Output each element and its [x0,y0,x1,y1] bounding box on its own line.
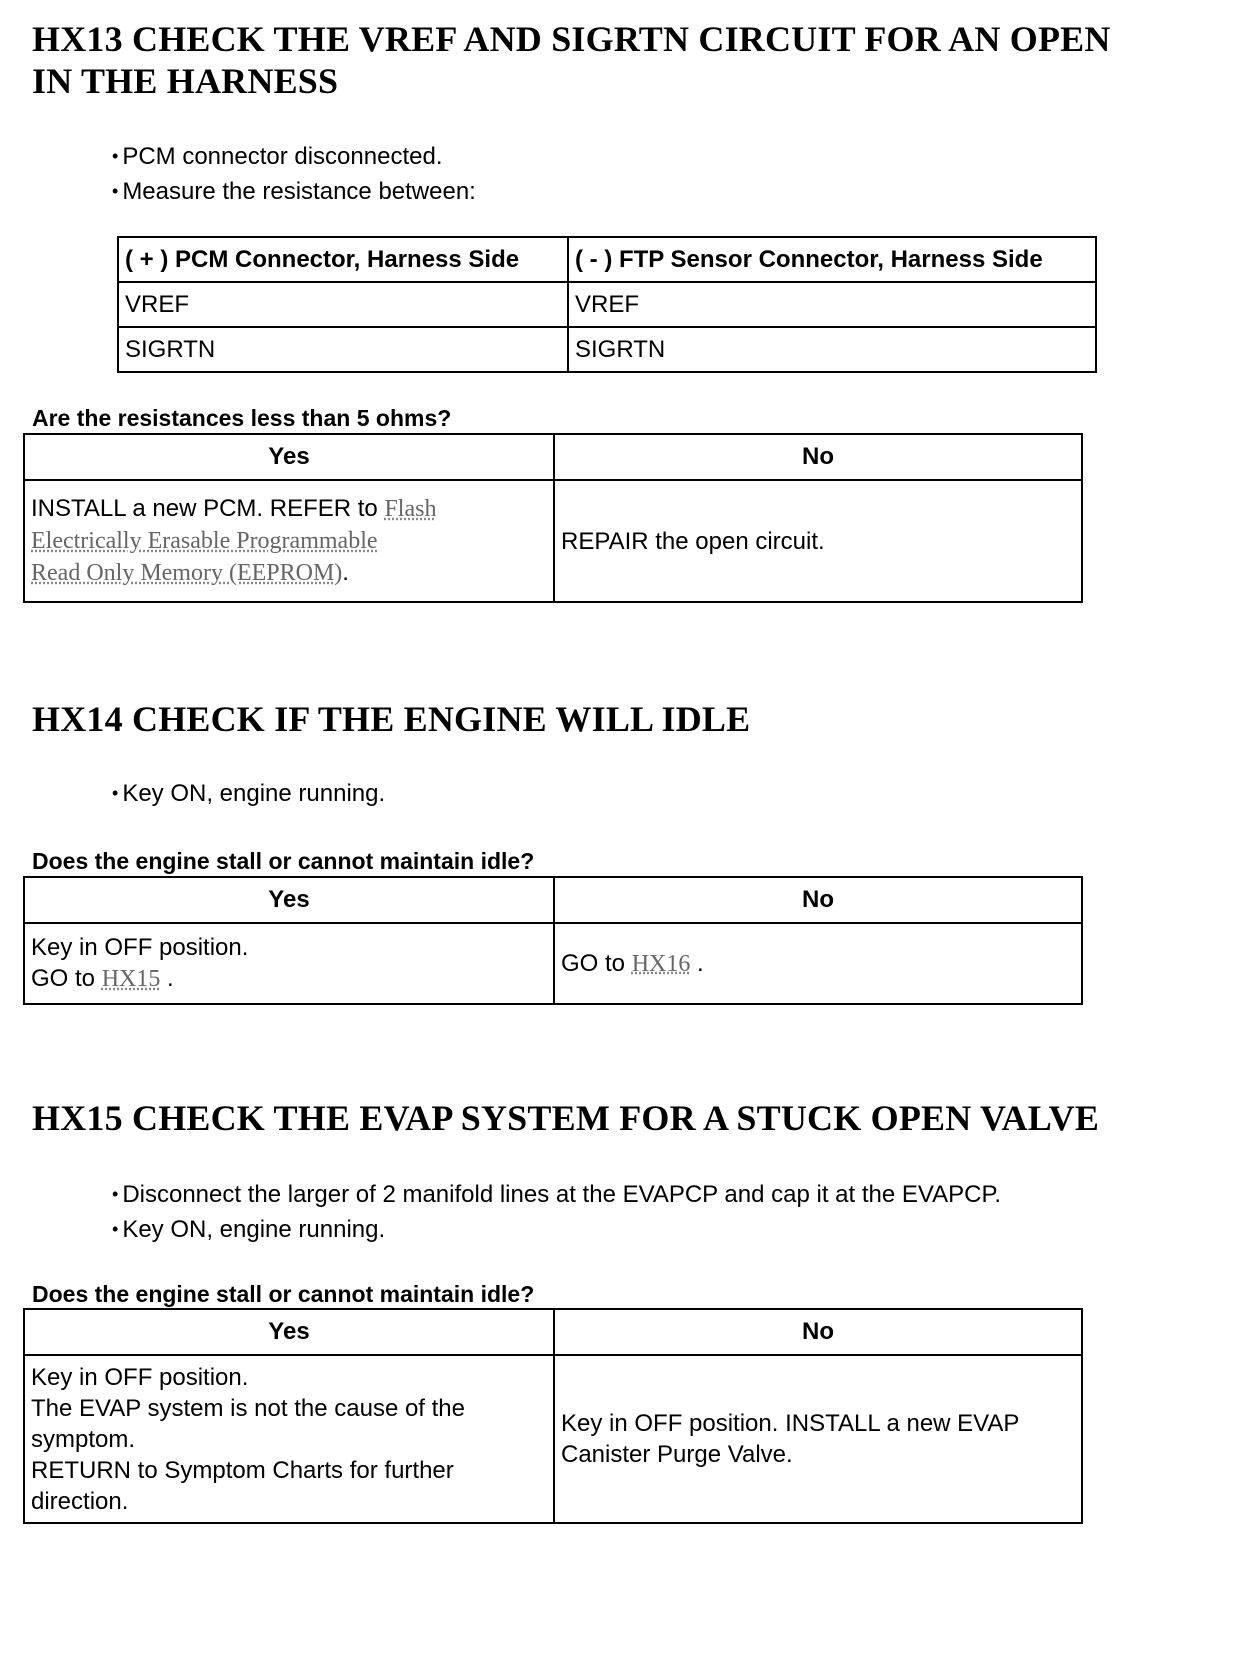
hx13-question: Are the resistances less than 5 ohms? [32,405,452,431]
table-cell: SIGRTN [118,327,568,372]
yes-cell: Key in OFF position. GO to HX15 . [24,923,554,1004]
no-header: No [554,1309,1082,1355]
table-cell: VREF [568,282,1096,327]
list-item: • Measure the resistance between: [112,175,476,210]
table-row [24,923,1082,1004]
hx15-title: HX15 CHECK THE EVAP SYSTEM FOR A STUCK OPEN VALVE [32,1098,1100,1138]
hx14-bullets [112,777,385,812]
list-item: • Disconnect the larger of 2 manifold lines at the EVAPCP and cap it at the EVAPCP. [112,1178,1001,1213]
hx14-answer-table [23,876,1083,1005]
hx15-question: Does the engine stall or cannot maintain idle? [32,1281,535,1307]
hx13-measure-table [117,236,1097,373]
hx14-question: Does the engine stall or cannot maintain idle? [32,848,535,874]
col-header-ftp: ( - ) FTP Sensor Connector, Harness Side [568,237,1096,282]
table-row [24,480,1082,602]
hx15-answer-table [23,1308,1083,1524]
col-header-pcm: ( + ) PCM Connector, Harness Side [118,237,568,282]
hx15-link[interactable]: HX15 [101,966,161,992]
yes-header: Yes [24,434,554,480]
yes-header: Yes [24,1309,554,1355]
yes-cell: Key in OFF position. The EVAP system is not the cause of the symptom. RETURN to Symptom Charts for further direction. [24,1355,554,1523]
no-header: No [554,434,1082,480]
hx14-title: HX14 CHECK IF THE ENGINE WILL IDLE [32,699,751,739]
no-cell: Key in OFF position. INSTALL a new EVAP Canister Purge Valve. [554,1355,1082,1523]
hx16-link[interactable]: HX16 [631,950,691,977]
hx15-bullets [112,1178,1001,1248]
yes-header: Yes [24,877,554,923]
table-header-row [118,237,1096,282]
table-row [24,1355,1082,1523]
hx13-answer-table [23,433,1083,603]
no-cell: REPAIR the open circuit. [554,480,1082,602]
hx13-bullets [112,140,476,210]
table-row [118,327,1096,372]
no-header: No [554,877,1082,923]
table-cell: VREF [118,282,568,327]
eeprom-link[interactable]: Flash Electrically Erasable Programmable Read Only Memory (EEPROM) [31,496,437,586]
list-item: • Key ON, engine running. [112,777,385,812]
hx13-title: HX13 CHECK THE VREF AND SIGRTN CIRCUIT FOR AN OPEN IN THE HARNESS [32,19,1111,101]
table-row [118,282,1096,327]
list-item: • Key ON, engine running. [112,1213,1001,1248]
yes-cell: INSTALL a new PCM. REFER to Flash Electrically Erasable Programmable Read Only Memory (EEPROM). [24,480,554,602]
list-item: • PCM connector disconnected. [112,140,476,175]
table-cell: SIGRTN [568,327,1096,372]
no-cell: GO to HX16 . [554,923,1082,1004]
